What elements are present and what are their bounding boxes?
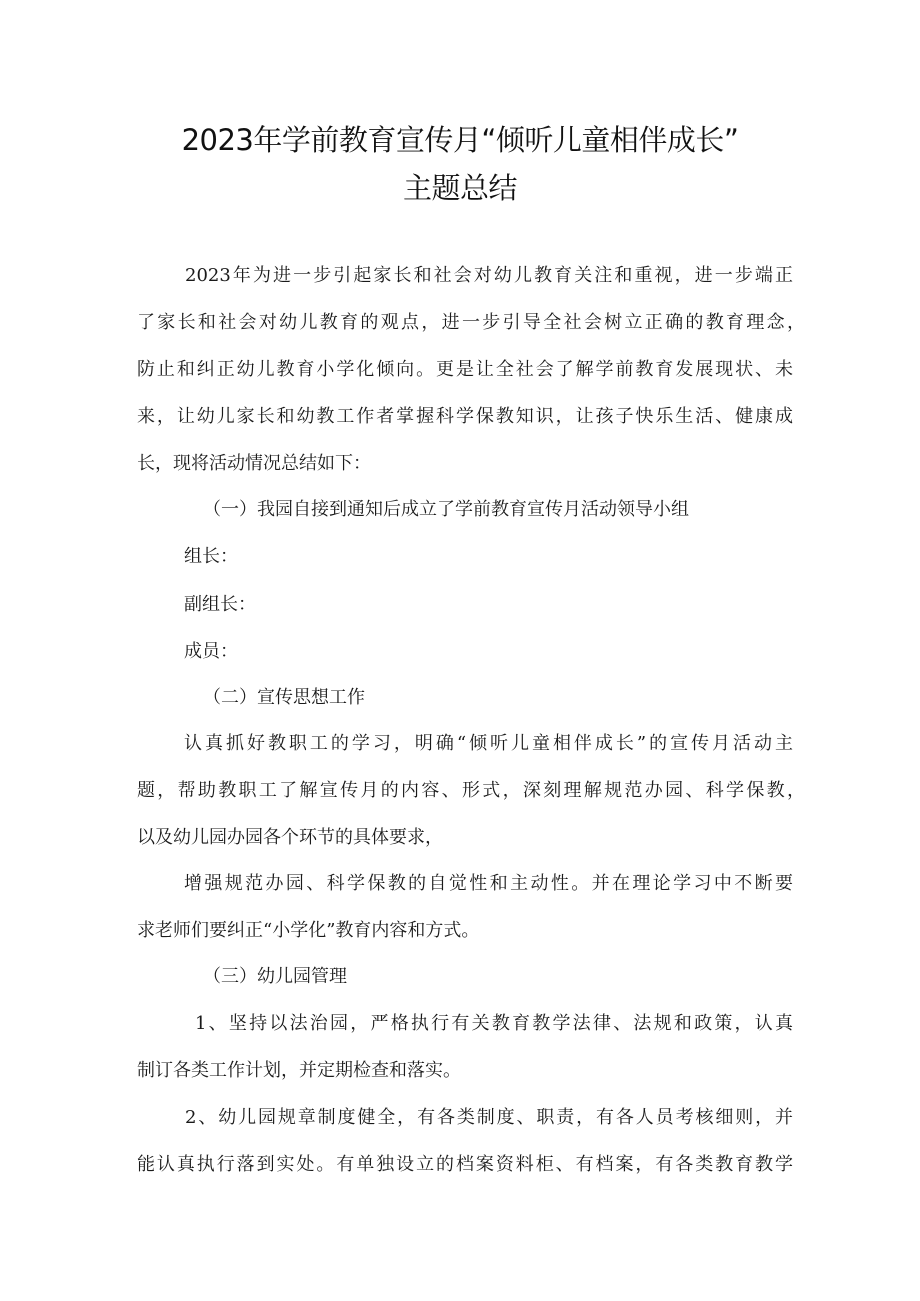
paragraph-line: 2023年为进一步引起家长和社会对幼儿教育关注和重视，进一步端正 (185, 265, 793, 286)
section-heading-1: （一）我园自接到通知后成立了学前教育宣传月活动领导小组 (203, 499, 689, 520)
section-heading-2: （二）宣传思想工作 (203, 687, 365, 708)
paragraph-line: 了家长和社会对幼儿教育的观点，进一步引导全社会树立正确的教育理念， (137, 312, 805, 333)
paragraph-line: 求老师们要纠正“小学化”教育内容和方式。 (137, 920, 480, 941)
paragraph-line: 题，帮助教职工了解宣传月的内容、形式，深刻理解规范办园、科学保教， (137, 780, 805, 801)
paragraph-line: 1、坚持以法治园，严格执行有关教育教学法律、法规和政策，认真 (195, 1013, 793, 1034)
paragraph-line: 以及幼儿园办园各个环节的具体要求， (137, 827, 443, 848)
document-title-line-1: 2023年学前教育宣传月“倾听儿童相伴成长” (181, 123, 739, 157)
paragraph-line: 制订各类工作计划，并定期检查和落实。 (137, 1060, 461, 1081)
paragraph-line: 2、幼儿园规章制度健全，有各类制度、职责，有各人员考核细则，并 (185, 1107, 793, 1128)
section-heading-3: （三）幼儿园管理 (203, 966, 347, 987)
document-title-line-2: 主题总结 (402, 171, 517, 205)
paragraph-line: 增强规范办园、科学保教的自觉性和主动性。并在理论学习中不断要 (184, 873, 793, 894)
paragraph-line: 防止和纠正幼儿教育小学化倾向。更是让全社会了解学前教育发展现状、未 (137, 359, 793, 380)
members-label: 成员： (184, 641, 238, 662)
paragraph-line: 长，现将活动情况总结如下： (137, 453, 371, 474)
group-leader-label: 组长： (184, 546, 238, 567)
paragraph-line: 来，让幼儿家长和幼教工作者掌握科学保教知识，让孩子快乐生活、健康成 (137, 406, 793, 427)
paragraph-line: 能认真执行落到实处。有单独设立的档案资料柜、有档案，有各类教育教学 (137, 1154, 793, 1175)
paragraph-line: 认真抓好教职工的学习，明确“倾听儿童相伴成长”的宣传月活动主 (184, 733, 793, 754)
deputy-leader-label: 副组长： (184, 594, 256, 615)
